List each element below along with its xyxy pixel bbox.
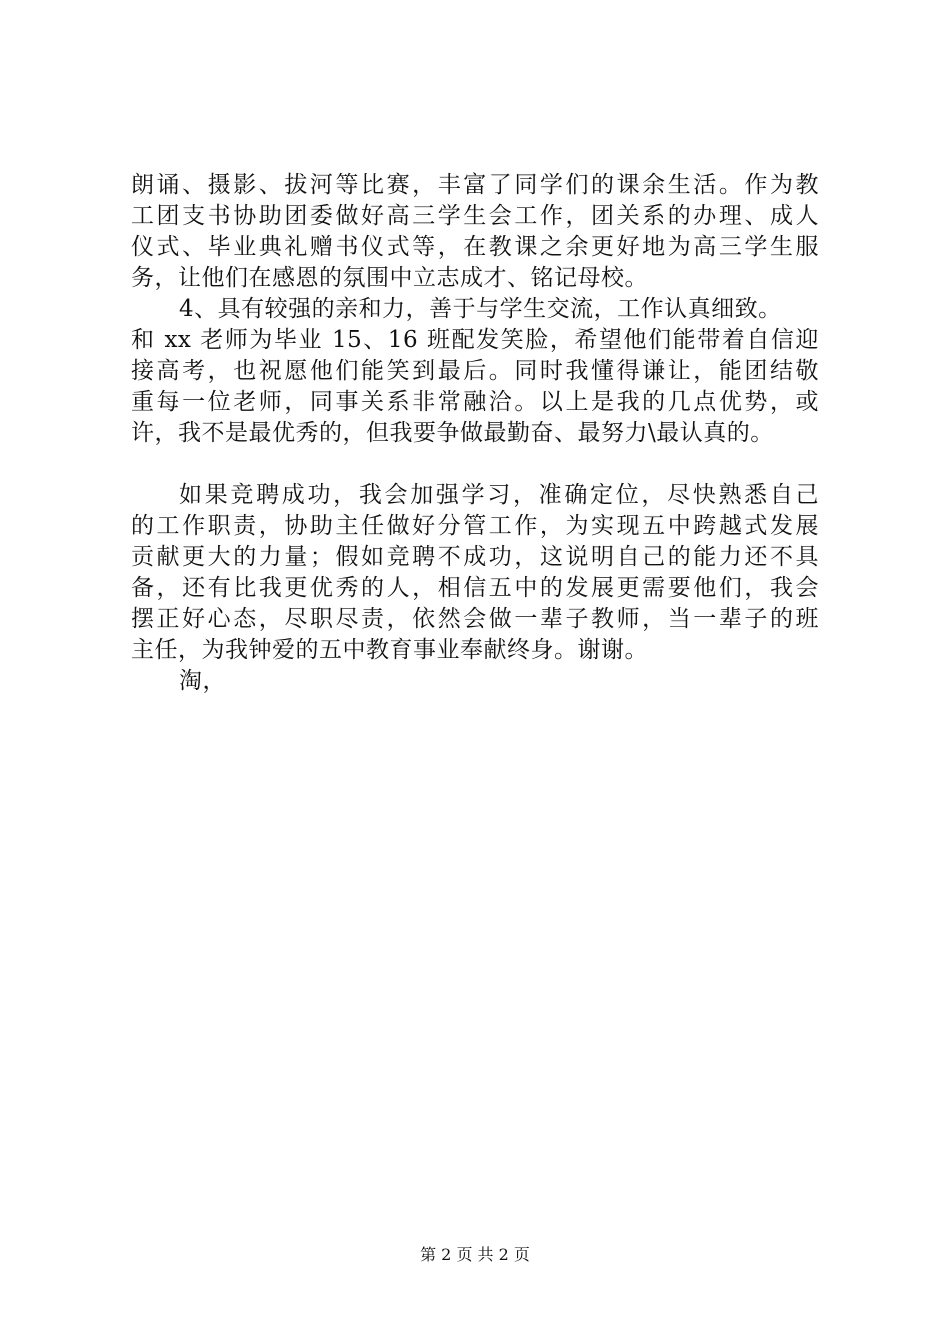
paragraph-2-line-2: 和 xx 老师为毕业 15、16 班配发笑脸，希望他们能带着自信迎 <box>131 327 819 353</box>
paragraph-2-line-1: 4、具有较强的亲和力，善于与学生交流，工作认真细致。 <box>179 296 782 322</box>
paragraph-1-line-1: 朗诵、摄影、拔河等比赛，丰富了同学们的课余生活。作为教 <box>131 172 819 198</box>
document-body <box>131 170 819 697</box>
paragraph-spacer <box>131 449 819 480</box>
paragraph-2-line-3: 接高考，也祝愿他们能笑到最后。同时我懂得谦让，能团结敬 <box>131 358 819 384</box>
paragraph-4-line-1: 淘， <box>179 668 226 694</box>
paragraph-3-line-5: 摆正好心态，尽职尽责，依然会做一辈子教师，当一辈子的班 <box>131 606 819 632</box>
paragraph-3-line-2: 的工作职责，协助主任做好分管工作，为实现五中跨越式发展 <box>131 513 819 539</box>
paragraph-1-line-3: 仪式、毕业典礼赠书仪式等，在教课之余更好地为高三学生服 <box>131 234 819 260</box>
paragraph-3-line-3: 贡献更大的力量；假如竞聘不成功，这说明自己的能力还不具 <box>131 544 819 570</box>
paragraph-2-line-4: 重每一位老师，同事关系非常融洽。以上是我的几点优势，或 <box>131 389 819 415</box>
paragraph-3-line-6: 主任，为我钟爱的五中教育事业奉献终身。谢谢。 <box>131 637 648 663</box>
paragraph-3-line-4: 备，还有比我更优秀的人，相信五中的发展更需要他们，我会 <box>131 575 819 601</box>
page-number-footer: 第 2 页 共 2 页 <box>420 1245 530 1264</box>
paragraph-1-line-2: 工团支书协助团委做好高三学生会工作，团关系的办理、成人 <box>131 203 819 229</box>
paragraph-2-line-5: 许，我不是最优秀的，但我要争做最勤奋、最努力\最认真的。 <box>131 420 774 446</box>
paragraph-3-line-1: 如果竞聘成功，我会加强学习，准确定位，尽快熟悉自己 <box>179 482 819 508</box>
paragraph-1-line-4: 务，让他们在感恩的氛围中立志成才、铭记母校。 <box>131 265 648 291</box>
